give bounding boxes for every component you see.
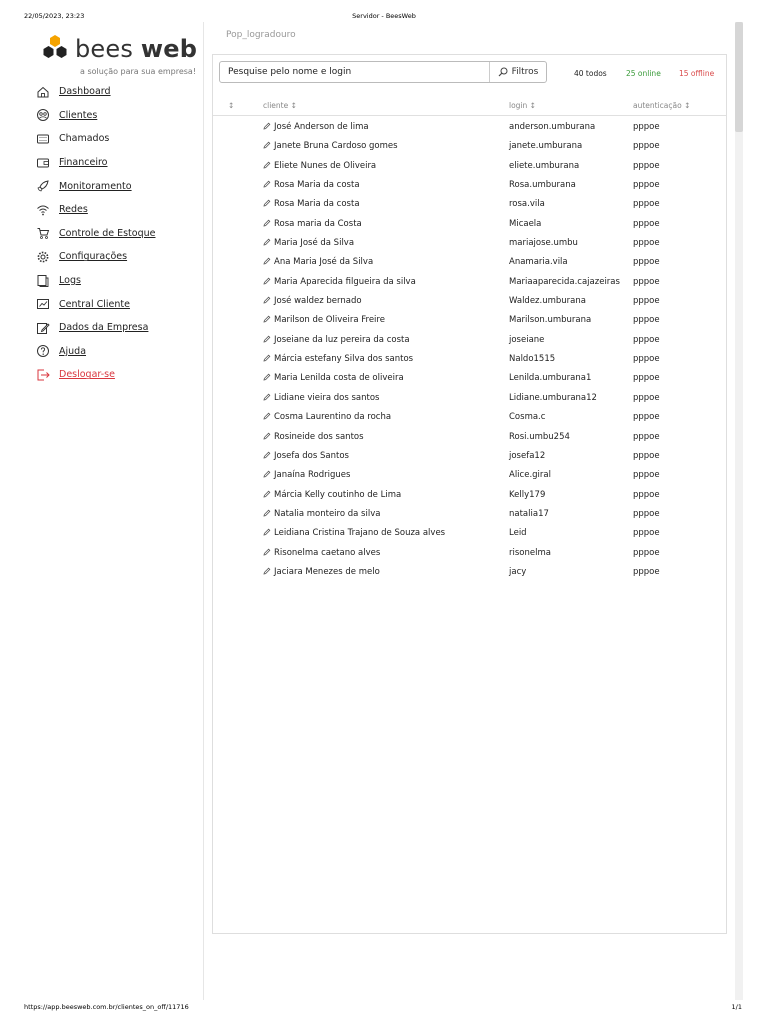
client-login: Rosa.umburana [509, 180, 576, 191]
table-row[interactable] [213, 563, 726, 582]
sidebar-item-ajuda[interactable] [36, 340, 155, 364]
table-row[interactable] [213, 253, 726, 272]
client-name[interactable]: José waldez bernado [274, 296, 362, 307]
edit-pencil-icon[interactable] [263, 354, 271, 362]
table-row[interactable] [213, 118, 726, 137]
client-login: Micaela [509, 218, 542, 229]
chart-icon [36, 297, 50, 311]
client-login: natalia17 [509, 508, 549, 519]
client-name[interactable]: Rosa Maria da costa [274, 180, 360, 191]
client-login: Naldo1515 [509, 354, 556, 365]
client-auth-type: pppoe [633, 218, 660, 229]
client-auth-type: pppoe [633, 547, 660, 558]
client-auth-type: pppoe [633, 470, 660, 481]
client-name[interactable]: Natalia monteiro da silva [274, 508, 381, 519]
edit-pencil-icon[interactable] [263, 296, 271, 304]
client-auth-type: pppoe [633, 160, 660, 171]
client-auth-type: pppoe [633, 199, 660, 210]
table-row[interactable] [213, 331, 726, 350]
sidebar-item-label: Monitoramento [59, 180, 132, 192]
sidebar-item-controle-de-estoque[interactable] [36, 222, 155, 246]
edit-pencil-icon[interactable] [263, 315, 271, 323]
client-name[interactable]: Rosineide dos santos [274, 431, 364, 442]
edit-pencil-icon[interactable] [263, 393, 271, 401]
table-row[interactable] [213, 176, 726, 195]
table-row[interactable] [213, 408, 726, 427]
client-name[interactable]: Marilson de Oliveira Freire [274, 315, 385, 326]
wifi-icon [36, 203, 50, 217]
help-icon [36, 344, 50, 358]
table-row[interactable] [213, 157, 726, 176]
sidebar-item-label: Configurações [59, 251, 128, 263]
client-name[interactable]: Rosa maria da Costa [274, 218, 362, 229]
table-row[interactable] [213, 486, 726, 505]
client-auth-type: pppoe [633, 373, 660, 384]
sidebar-item-logs[interactable] [36, 269, 155, 293]
edit-pencil-icon[interactable] [263, 219, 271, 227]
filter-button[interactable] [489, 62, 546, 82]
client-name[interactable]: Eliete Nunes de Oliveira [274, 160, 377, 171]
client-auth-type: pppoe [633, 257, 660, 268]
table-row[interactable] [213, 350, 726, 369]
ticket-icon [36, 132, 50, 146]
client-auth-type: pppoe [633, 180, 660, 191]
client-login: mariajose.umbu [509, 238, 578, 249]
client-login: anderson.umburana [509, 122, 596, 132]
edit-pencil-icon[interactable] [263, 567, 271, 575]
client-login: Cosma.c [509, 412, 546, 423]
sidebar-item-label: Redes [59, 204, 88, 216]
sidebar-item-monitoramento[interactable] [36, 174, 155, 198]
sidebar-item-label: Chamados [59, 133, 110, 145]
print-datetime: 22/05/2023, 23:23 [24, 12, 85, 20]
table-row[interactable] [213, 234, 726, 253]
scrollbar-thumb[interactable] [735, 22, 743, 132]
edit-pencil-icon[interactable] [263, 470, 271, 478]
client-name[interactable]: Rosa Maria da costa [274, 199, 360, 210]
sidebar-item-configuracoes[interactable] [36, 245, 155, 269]
sidebar-item-label: Deslogar-se [59, 369, 115, 381]
client-login: Mariaaparecida.cajazeiras [509, 276, 620, 287]
breadcrumb: Pop_logradouro [226, 30, 296, 40]
edit-pencil-icon[interactable] [263, 490, 271, 498]
client-name[interactable]: Janete Bruna Cardoso gomes [274, 141, 398, 152]
sidebar-item-label: Dashboard [59, 86, 111, 98]
client-name[interactable]: Joseiane da luz pereira da costa [274, 334, 410, 345]
brand-name: bees web [75, 35, 198, 63]
sidebar-item-dashboard[interactable] [36, 80, 155, 104]
count-online[interactable]: 25 online [626, 69, 661, 78]
search-icon [498, 67, 508, 77]
client-name[interactable]: Maria Lenilda costa de oliveira [274, 373, 404, 384]
count-offline[interactable]: 15 offline [679, 69, 715, 78]
client-auth-type: pppoe [633, 566, 660, 577]
client-auth-type: pppoe [633, 412, 660, 423]
sidebar-item-chamados[interactable] [36, 127, 155, 151]
honeycomb-logo-icon [40, 34, 70, 60]
client-name[interactable]: José Anderson de lima [274, 122, 369, 132]
sidebar-item-label: Central Cliente [59, 298, 130, 310]
auth-column-header[interactable]: autenticação ↕ [633, 101, 691, 110]
search-input[interactable] [220, 62, 490, 82]
sidebar-item-financeiro[interactable] [36, 151, 155, 175]
edit-pencil-icon[interactable] [263, 509, 271, 517]
client-login: Marilson.umburana [509, 315, 592, 326]
table-row[interactable] [213, 428, 726, 447]
client-login: Lenilda.umburana1 [509, 373, 592, 384]
table-row[interactable] [213, 389, 726, 408]
client-name[interactable]: Leidiana Cristina Trajano de Souza alves [274, 528, 446, 539]
edit-pencil-icon[interactable] [263, 528, 271, 536]
edit-pencil-icon[interactable] [263, 238, 271, 246]
sidebar-item-label: Financeiro [59, 157, 108, 169]
sidebar-item-central-cliente[interactable] [36, 292, 155, 316]
users-icon [36, 108, 50, 122]
client-login: josefa12 [509, 450, 546, 461]
client-name[interactable]: Márcia Kelly coutinho de Lima [274, 489, 402, 500]
sidebar-item-label: Clientes [59, 109, 98, 121]
table-row[interactable] [213, 524, 726, 543]
table-row[interactable] [213, 311, 726, 330]
client-auth-type: pppoe [633, 315, 660, 326]
client-login: eliete.umburana [509, 160, 580, 171]
client-login: joseiane [509, 334, 545, 345]
client-name[interactable]: Janaína Rodrigues [274, 470, 351, 481]
client-login: jacy [509, 566, 527, 577]
sidebar-item-label: Controle de Estoque [59, 227, 156, 239]
home-icon [36, 85, 50, 99]
client-auth-type: pppoe [633, 508, 660, 519]
client-auth-type: pppoe [633, 392, 660, 403]
select-column-sort[interactable]: ↕ [228, 101, 235, 110]
client-auth-type: pppoe [633, 122, 660, 132]
count-all[interactable]: 40 todos [574, 69, 607, 78]
client-login: rosa.vila [509, 199, 545, 210]
clients-panel [212, 54, 727, 934]
sidebar-item-label: Logs [59, 275, 81, 287]
gear-icon [36, 250, 50, 264]
table-row[interactable] [213, 369, 726, 388]
print-title: Servidor - BeesWeb [352, 12, 416, 20]
client-auth-type: pppoe [633, 238, 660, 249]
client-name[interactable]: Ana Maria José da Silva [274, 257, 374, 268]
client-login: Anamaria.vila [509, 257, 568, 268]
edit-pencil-icon[interactable] [263, 257, 271, 265]
edit-pencil-icon[interactable] [263, 548, 271, 556]
client-login: Rosi.umbu254 [509, 431, 570, 442]
edit-pencil-icon[interactable] [263, 451, 271, 459]
cart-icon [36, 226, 50, 240]
wallet-icon [36, 156, 50, 170]
client-name[interactable]: Cosma Laurentino da rocha [274, 412, 392, 423]
edit-pencil-icon[interactable] [263, 412, 271, 420]
logo[interactable] [40, 34, 200, 84]
sidebar-item-redes[interactable] [36, 198, 155, 222]
client-login: Kelly179 [509, 489, 546, 500]
client-login: janete.umburana [509, 141, 583, 152]
edit-pencil-icon[interactable] [263, 432, 271, 440]
client-name[interactable]: Márcia estefany Silva dos santos [274, 354, 414, 365]
client-auth-type: pppoe [633, 296, 660, 307]
table-row[interactable] [213, 466, 726, 485]
table-row[interactable] [213, 137, 726, 156]
client-auth-type: pppoe [633, 276, 660, 287]
sidebar-item-label: Dados da Empresa [59, 322, 149, 334]
client-name[interactable]: Josefa dos Santos [274, 450, 349, 461]
filter-label: Filtros [511, 67, 539, 77]
sidebar-item-dados-da-empresa[interactable] [36, 316, 155, 340]
search-box [219, 61, 547, 83]
sidebar-nav [36, 80, 155, 387]
table-row[interactable] [213, 505, 726, 524]
table-row[interactable] [213, 544, 726, 563]
edit-pencil-icon[interactable] [263, 373, 271, 381]
client-column-header[interactable]: cliente ↕ [263, 101, 297, 110]
client-login: Leid [509, 528, 527, 539]
client-login: Lidiane.umburana12 [509, 392, 597, 403]
edit-pencil-icon[interactable] [263, 180, 271, 188]
brand-tagline: a solução para sua empresa! [80, 67, 197, 76]
edit-pencil-icon[interactable] [263, 277, 271, 285]
client-auth-type: pppoe [633, 141, 660, 152]
table-row[interactable] [213, 292, 726, 311]
login-column-header[interactable]: login ↕ [509, 101, 536, 110]
client-login: Alice.giral [509, 470, 551, 481]
edit-pencil-icon[interactable] [263, 335, 271, 343]
main-content [212, 22, 728, 934]
sidebar [24, 22, 204, 1000]
sidebar-item-label: Ajuda [59, 345, 87, 357]
client-name[interactable]: Risonelma caetano alves [274, 547, 381, 558]
sidebar-item-deslogar-se[interactable] [36, 363, 155, 387]
print-page: 1/1 [731, 1003, 742, 1011]
client-name[interactable]: Maria José da Silva [274, 238, 355, 249]
client-auth-type: pppoe [633, 450, 660, 461]
table-row[interactable] [213, 447, 726, 466]
client-auth-type: pppoe [633, 431, 660, 442]
client-name[interactable]: Maria Aparecida filgueira da silva [274, 276, 416, 287]
client-login: Waldez.umburana [509, 296, 586, 307]
client-auth-type: pppoe [633, 528, 660, 539]
edit-pencil-icon[interactable] [263, 141, 271, 149]
edit-pencil-icon[interactable] [263, 161, 271, 169]
scrollbar[interactable] [735, 22, 743, 1000]
client-auth-type: pppoe [633, 489, 660, 500]
edit-icon [36, 321, 50, 335]
clients-table-body [213, 118, 726, 582]
table-row[interactable] [213, 195, 726, 214]
client-auth-type: pppoe [633, 334, 660, 345]
client-auth-type: pppoe [633, 354, 660, 365]
logs-icon [36, 274, 50, 288]
table-row[interactable] [213, 273, 726, 292]
rocket-icon [36, 179, 50, 193]
edit-pencil-icon[interactable] [263, 122, 271, 130]
sidebar-item-clientes[interactable] [36, 104, 155, 128]
table-row[interactable] [213, 215, 726, 234]
client-login: risonelma [509, 547, 551, 558]
print-url: https://app.beesweb.com.br/clientes_on_off/11716 [24, 1003, 189, 1011]
logout-icon [36, 368, 50, 382]
client-name[interactable]: Lidiane vieira dos santos [274, 392, 380, 403]
client-name[interactable]: Jaciara Menezes de melo [274, 566, 380, 577]
table-header [213, 95, 726, 116]
edit-pencil-icon[interactable] [263, 199, 271, 207]
